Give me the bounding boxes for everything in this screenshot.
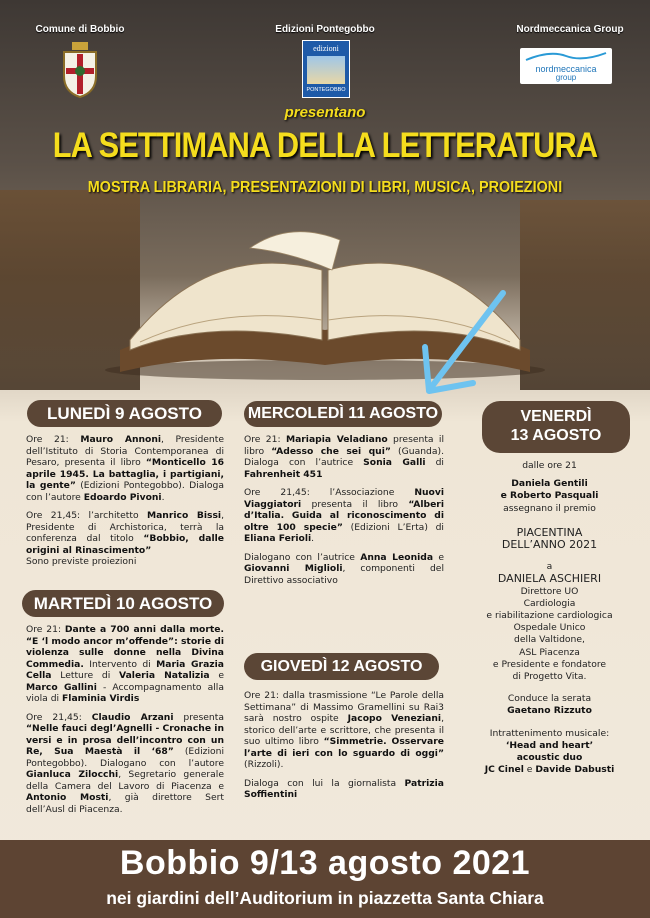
award-winner: DANIELA ASCHIERI xyxy=(497,572,602,586)
footer-location: nei giardini dell’Auditorium in piazzetta Santa Chiara xyxy=(106,888,544,908)
footer-dates: Bobbio 9/13 agosto 2021 xyxy=(119,844,531,882)
date-header-lunedi: LUNEDÌ 9 AGOSTO xyxy=(27,400,222,427)
presentano-label: presentano xyxy=(284,104,366,121)
host-intro: Conduce la serata xyxy=(507,693,592,705)
logo-text-nordmeccanica: nordmeccanica xyxy=(535,64,597,74)
winner-role-8: di Progetto Vita. xyxy=(512,671,587,683)
martedi-event-2: Ore 21,45: Claudio Arzani presenta “Nelle fauci degl’Agnelli - Cronache in versi e in prosa dell’incontro con un Re, Sua Maestà il ‘68” (Edizioni Pontegobbo). Dialogano con l’autore Gianluca Zilocchi, Segretario generale della Camera del Lavoro di Piacenza e Antonio Mosti, già direttore Sert dell’Ausl di Piacenza. xyxy=(26,711,225,815)
giovedi-event-2: Dialoga con lui la giornalista Patrizia Soffientini xyxy=(244,777,444,800)
winner-role-4: Ospedale Unico xyxy=(513,622,586,634)
winner-role-7: e Presidente e fondatore xyxy=(492,658,607,670)
edizioni-pontegobbo-logo xyxy=(302,40,350,98)
winner-role-2: Cardiologia xyxy=(523,597,576,609)
logo-text-pontegobbo: PONTEGOBBO xyxy=(306,87,346,93)
logo-text-group: group xyxy=(555,73,577,82)
venerdi-time: dalle ore 21 xyxy=(522,460,577,471)
lunedi-event-1: Ore 21: Mauro Annoni, Presidente dell’Istituto di Storia Contemporanea di Pesaro, presenta il libro “Monticello 16 aprile 1945. La battaglia, i partigiani, la gente” (Edizioni Pontegobbo). Dialoga con l’autore Edoardo Pivoni. xyxy=(26,434,225,503)
date-header-giovedi: GIOVEDÌ 12 AGOSTO xyxy=(244,653,439,680)
giovedi-event-1: Ore 21: dalla trasmissione “Le Parole della Settimana” di Massimo Gramellini su Rai3 sarà nostro ospite Jacopo Veneziani, storico dell’arte e scrittore, che presenta il suo ultimo libro “Simmetrie. Osservare l’arte di ieri con lo sguardo di oggi” (Rizzoli). xyxy=(244,690,444,770)
mercoledi-text xyxy=(244,434,444,593)
date-header-mercoledi: MERCOLEDÌ 11 AGOSTO xyxy=(244,401,442,427)
martedi-event-1: Ore 21: Dante a 700 anni dalla morte. “E ‘l modo ancor m’offende”: storie di violenza sulle donne nella Divina Commedia. Intervento di Maria Grazia Cella Letture di Valeria Natalizia e Marco Gallini - Accompagnamento alla viola di Flaminia Virdis xyxy=(26,624,224,704)
music-band: ‘Head and heart’ xyxy=(505,739,594,751)
winner-role-3: e riabilitazione cardiologica xyxy=(486,610,613,622)
venerdi-award-intro: assegnano il premio xyxy=(503,502,596,514)
award-title-2: DELL’ANNO 2021 xyxy=(501,538,598,552)
mercoledi-event-1: Ore 21: Mariapia Veladiano presenta il libro “Adesso che sei qui” (Guanda). Dialoga con l’autrice Sonia Galli di Fahrenheit 451 xyxy=(244,434,445,480)
arrow-icon xyxy=(415,285,515,400)
lunedi-event-2: Ore 21,45: l’architetto Manrico Bissi, Presidente di Archistorica, terrà la conferenza dal titolo “Bobbio, dalle origini al Rinascimento” Sono previste proiezioni xyxy=(26,510,224,567)
giovedi-text xyxy=(244,690,444,808)
award-title-1: PIACENTINA xyxy=(516,525,583,539)
logo-label-pontegobbo: Edizioni Pontegobbo xyxy=(275,24,375,35)
subtitle: MOSTRA LIBRARIA, PRESENTAZIONI DI LIBRI, MUSICA, PROIEZIONI xyxy=(87,179,563,196)
winner-role-1: Direttore UO xyxy=(520,585,579,597)
lunedi-text xyxy=(26,434,224,575)
music-band-type: acoustic duo xyxy=(516,752,583,764)
venerdi-text xyxy=(452,460,647,776)
coat-of-arms-icon xyxy=(60,42,100,98)
date-header-venerdi xyxy=(482,401,630,453)
logo-text-edizioni: edizioni xyxy=(313,44,339,53)
logo-landscape-icon xyxy=(307,56,345,84)
venerdi-label-day: VENERDÌ xyxy=(520,408,592,425)
main-title: LA SETTIMANA DELLA LETTERATURA xyxy=(52,126,598,165)
venerdi-presenter-1: Daniela Gentili xyxy=(511,478,588,490)
logo-label-comune: Comune di Bobbio xyxy=(35,24,125,35)
winner-role-5: della Valtidone, xyxy=(514,634,585,646)
winner-role-6: ASL Piacenza xyxy=(519,646,580,658)
date-header-martedi: MARTEDÌ 10 AGOSTO xyxy=(22,590,224,617)
venerdi-label-date: 13 AGOSTO xyxy=(510,427,602,444)
footer-band xyxy=(0,840,650,918)
martedi-text xyxy=(26,624,224,822)
host-name: Gaetano Rizzuto xyxy=(507,705,592,717)
award-a: a xyxy=(546,561,553,573)
nordmeccanica-logo xyxy=(520,48,612,84)
music-members: JC Cinel e Davide Dabusti xyxy=(484,764,615,776)
mercoledi-event-3: Dialogano con l’autrice Anna Leonida e Giovanni Miglioli, componenti del Direttivo associativo xyxy=(244,551,445,586)
logo-label-nordmeccanica: Nordmeccanica Group xyxy=(516,24,624,35)
music-intro: Intrattenimento musicale: xyxy=(489,727,610,739)
venerdi-presenter-2: e Roberto Pasquali xyxy=(500,490,599,502)
mercoledi-event-2: Ore 21,45: l’Associazione Nuovi Viaggiatori presenta il libro “Alberi d’Italia. Guida al riconoscimento di oltre 100 specie” (Edizioni L’Erta) di Eliana Ferioli. xyxy=(244,487,444,544)
